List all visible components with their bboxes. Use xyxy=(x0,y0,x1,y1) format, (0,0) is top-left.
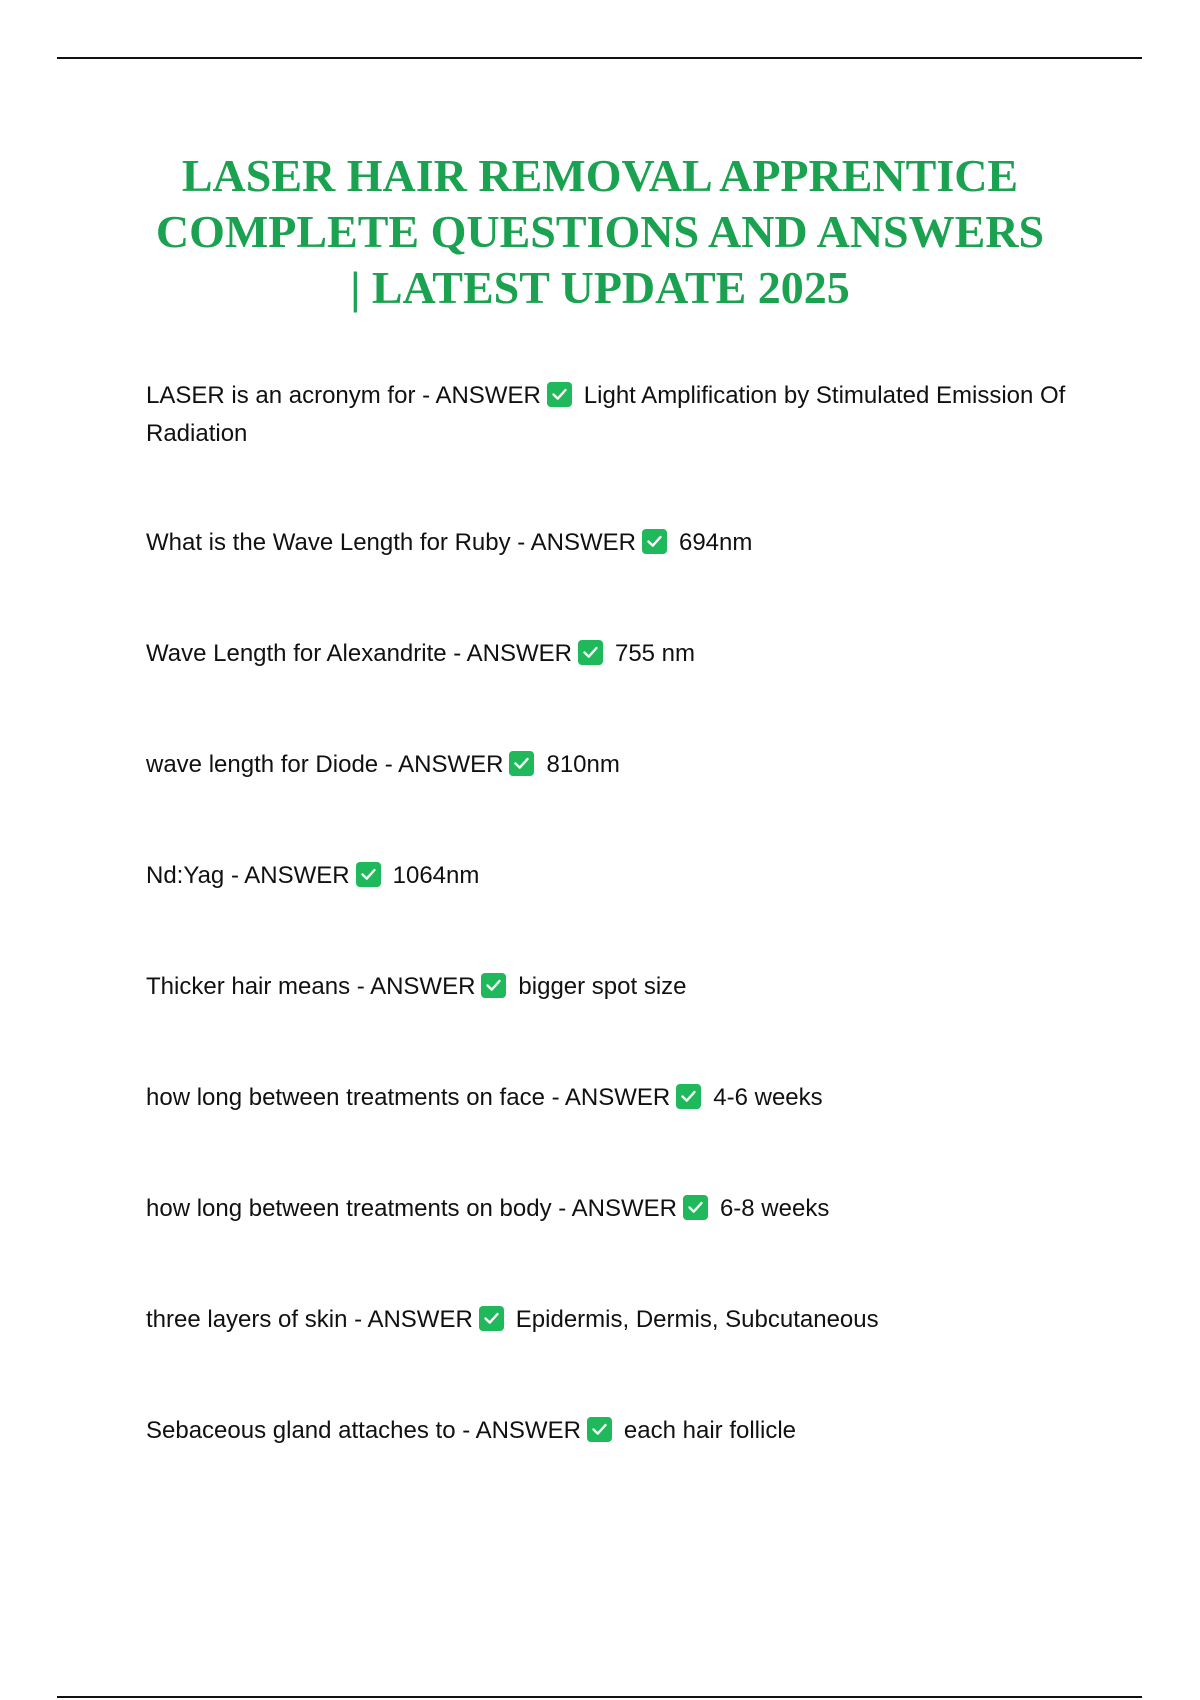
top-rule xyxy=(57,57,1142,59)
qa-list xyxy=(146,377,1106,1450)
answer-text: 755 nm xyxy=(614,640,696,667)
question-text: Thicker hair means - xyxy=(146,973,371,1000)
question-text: Wave Length for Alexandrite - xyxy=(146,640,467,667)
check-mark-icon xyxy=(479,1306,504,1331)
check-mark-icon xyxy=(481,973,506,998)
qa-item xyxy=(146,635,1106,673)
question-text: how long between treatments on face - xyxy=(146,1084,565,1111)
title-line: LASER HAIR REMOVAL APPRENTICE xyxy=(181,150,1019,201)
answer-label: ANSWER xyxy=(398,751,504,778)
title-line: | LATEST UPDATE 2025 xyxy=(350,262,850,313)
check-mark-icon xyxy=(676,1084,701,1109)
question-text: What is the Wave Length for Ruby - xyxy=(146,529,531,556)
check-mark-icon xyxy=(547,382,572,407)
answer-text: each hair follicle xyxy=(623,1417,797,1444)
answer-text: Epidermis, Dermis, Subcutaneous xyxy=(515,1306,879,1333)
qa-item xyxy=(146,857,1106,895)
answer-label: ANSWER xyxy=(435,382,541,409)
answer-label: ANSWER xyxy=(571,1195,677,1222)
answer-text: 810nm xyxy=(546,751,620,778)
check-mark-icon xyxy=(356,862,381,887)
check-mark-icon xyxy=(509,751,534,776)
question-text: wave length for Diode - xyxy=(146,751,399,778)
bottom-rule xyxy=(57,1696,1142,1698)
answer-label: ANSWER xyxy=(475,1417,581,1444)
qa-item xyxy=(146,746,1106,784)
qa-item xyxy=(146,1412,1106,1450)
question-text: LASER is an acronym for - xyxy=(146,382,436,409)
qa-item xyxy=(146,968,1106,1006)
qa-item xyxy=(146,1190,1106,1228)
answer-text: 694nm xyxy=(678,529,753,556)
answer-label: ANSWER xyxy=(370,973,476,1000)
answer-label: ANSWER xyxy=(530,529,636,556)
answer-text: Light Amplification by Stimulated Emission Of Radiation xyxy=(146,382,1066,447)
check-mark-icon xyxy=(642,529,667,554)
title-line: COMPLETE QUESTIONS AND ANSWERS xyxy=(155,206,1045,257)
question-text: Sebaceous gland attaches to - xyxy=(146,1417,476,1444)
question-text: three layers of skin - xyxy=(146,1306,368,1333)
qa-item xyxy=(146,377,1106,453)
document-title xyxy=(100,148,1100,316)
check-mark-icon xyxy=(587,1417,612,1442)
check-mark-icon xyxy=(683,1195,708,1220)
answer-text: 4-6 weeks xyxy=(713,1084,823,1111)
qa-item xyxy=(146,524,1106,562)
qa-item xyxy=(146,1079,1106,1117)
answer-label: ANSWER xyxy=(466,640,572,667)
question-text: Nd:Yag - xyxy=(146,862,245,889)
answer-text: 6-8 weeks xyxy=(719,1195,830,1222)
check-mark-icon xyxy=(578,640,603,665)
answer-text: bigger spot size xyxy=(518,973,687,1000)
qa-item xyxy=(146,1301,1106,1339)
answer-label: ANSWER xyxy=(244,862,350,889)
answer-text: 1064nm xyxy=(392,862,480,889)
question-text: how long between treatments on body - xyxy=(146,1195,572,1222)
answer-label: ANSWER xyxy=(367,1306,473,1333)
answer-label: ANSWER xyxy=(564,1084,671,1111)
